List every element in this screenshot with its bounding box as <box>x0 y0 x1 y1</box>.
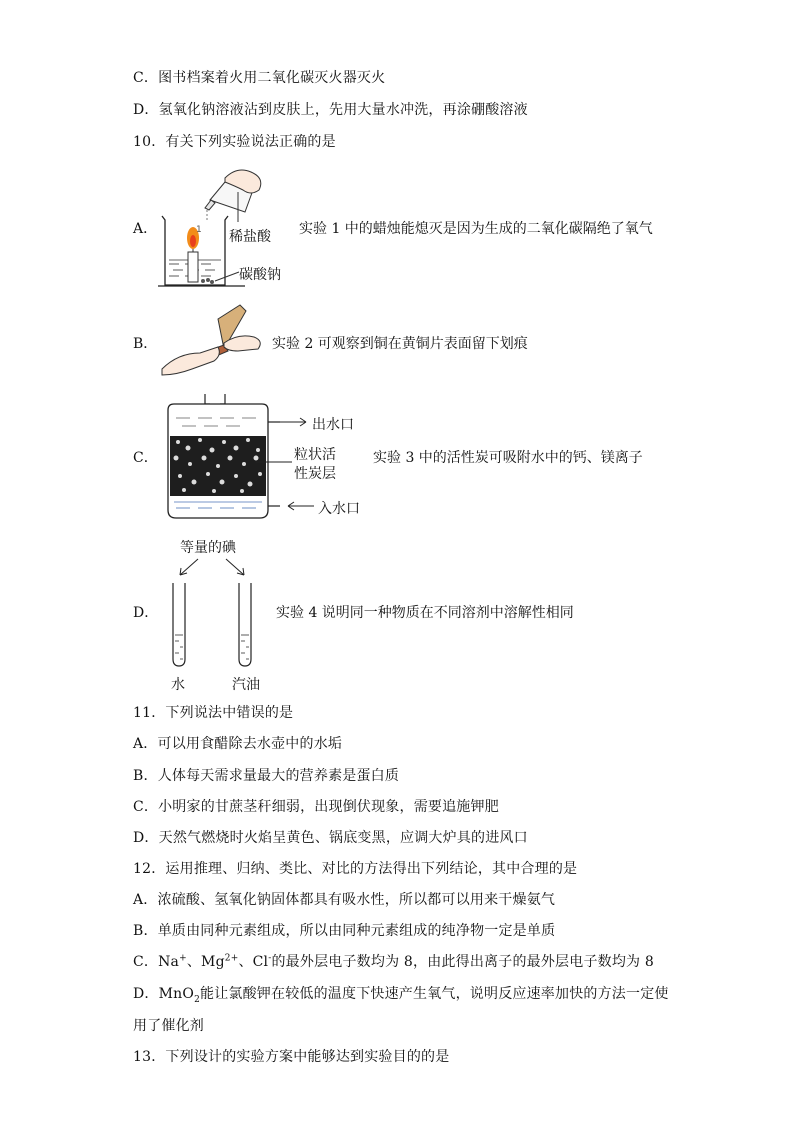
q10-option-b-caption: 实验 2 可观察到铜在黄铜片表面留下划痕 <box>272 336 528 352</box>
q10-option-b-letter: B． <box>133 336 158 352</box>
label-water-inlet: 入水口 <box>318 501 360 517</box>
q11-stem: 11．下列说法中错误的是 <box>133 705 294 721</box>
q11-option-d: D．天然气燃烧时火焰呈黄色、锅底变黑，应调大炉具的进风口 <box>133 830 528 846</box>
q12-option-d <box>133 983 669 1005</box>
q11-option-c: C．小明家的甘蔗茎秆细弱，出现倒伏现象，需要追施钾肥 <box>133 799 499 815</box>
q10-option-c-letter: C． <box>133 450 158 466</box>
q12-option-d-line2: 用了催化剂 <box>133 1018 204 1034</box>
q12-d-sub: 2 <box>194 994 200 1005</box>
q10-option-a-caption: 实验 1 中的蜡烛能熄灭是因为生成的二氧化碳隔绝了氧气 <box>299 221 653 237</box>
q12-c-rest: 的最外层电子数均为 8，由此得出离子的最外层电子数均为 8 <box>271 954 654 970</box>
label-carbon-layer-2: 性炭层 <box>294 466 336 482</box>
scratch-test-drawing <box>158 303 268 379</box>
label-carbon-layer-1: 粒状活 <box>294 447 336 463</box>
q10-stem: 10．有关下列实验说法正确的是 <box>133 134 336 150</box>
q13-stem: 13．下列设计的实验方案中能够达到实验目的的是 <box>133 1049 450 1065</box>
experiment-4-figure <box>160 555 270 670</box>
q10-option-d-letter: D． <box>133 605 159 621</box>
q12-c-mid1: 、Mg <box>186 954 225 970</box>
label-water-outlet: 出水口 <box>312 417 354 433</box>
q12-c-mid2: 、Cl <box>238 954 269 970</box>
experiment-2-figure <box>158 303 268 379</box>
q12-option-b: B．单质由同种元素组成，所以由同种元素组成的纯净物一定是单质 <box>133 923 556 939</box>
q12-option-c <box>133 951 654 971</box>
q12-d-rest: 能让氯酸钾在较低的温度下快速产生氧气，说明反应速率加快的方法一定使 <box>200 986 669 1002</box>
label-gasoline: 汽油 <box>232 677 260 693</box>
q10-option-a-letter: A． <box>133 221 158 237</box>
q12-stem: 12．运用推理、归纳、类比、对比的方法得出下列结论，其中合理的是 <box>133 861 578 877</box>
svg-text:1: 1 <box>196 225 202 235</box>
label-sodium-carbonate: 碳酸钠 <box>239 267 281 283</box>
q11-option-b: B．人体每天需求量最大的营养素是蛋白质 <box>133 768 400 784</box>
q10-option-d-caption: 实验 4 说明同一种物质在不同溶剂中溶解性相同 <box>276 605 574 621</box>
q9-option-c: C．图书档案着火用二氧化碳灭火器灭火 <box>133 70 386 86</box>
q11-option-a: A．可以用食醋除去水壶中的水垢 <box>133 736 343 752</box>
q12-c-sup-mg: 2+ <box>224 953 239 964</box>
q10-option-c-caption: 实验 3 中的活性炭可吸附水中的钙、镁离子 <box>373 450 643 466</box>
test-tubes-drawing <box>160 555 270 670</box>
label-water: 水 <box>171 677 185 693</box>
label-equal-iodine: 等量的碘 <box>180 540 236 556</box>
q12-c-sup-na: + <box>179 953 187 964</box>
q12-c-prefix: C．Na <box>133 954 180 970</box>
q12-option-a: A．浓硫酸、氢氧化钠固体都具有吸水性，所以都可以用来干燥氨气 <box>133 892 556 908</box>
q12-c-sup-cl: - <box>268 953 272 964</box>
acid-bottle-icon <box>205 170 261 212</box>
q12-d-prefix: D．MnO <box>133 986 195 1002</box>
q9-option-d: D．氢氧化钠溶液沾到皮肤上，先用大量水冲洗，再涂硼酸溶液 <box>133 102 528 118</box>
label-dilute-hcl: 稀盐酸 <box>229 229 271 245</box>
candle-icon <box>187 225 202 282</box>
